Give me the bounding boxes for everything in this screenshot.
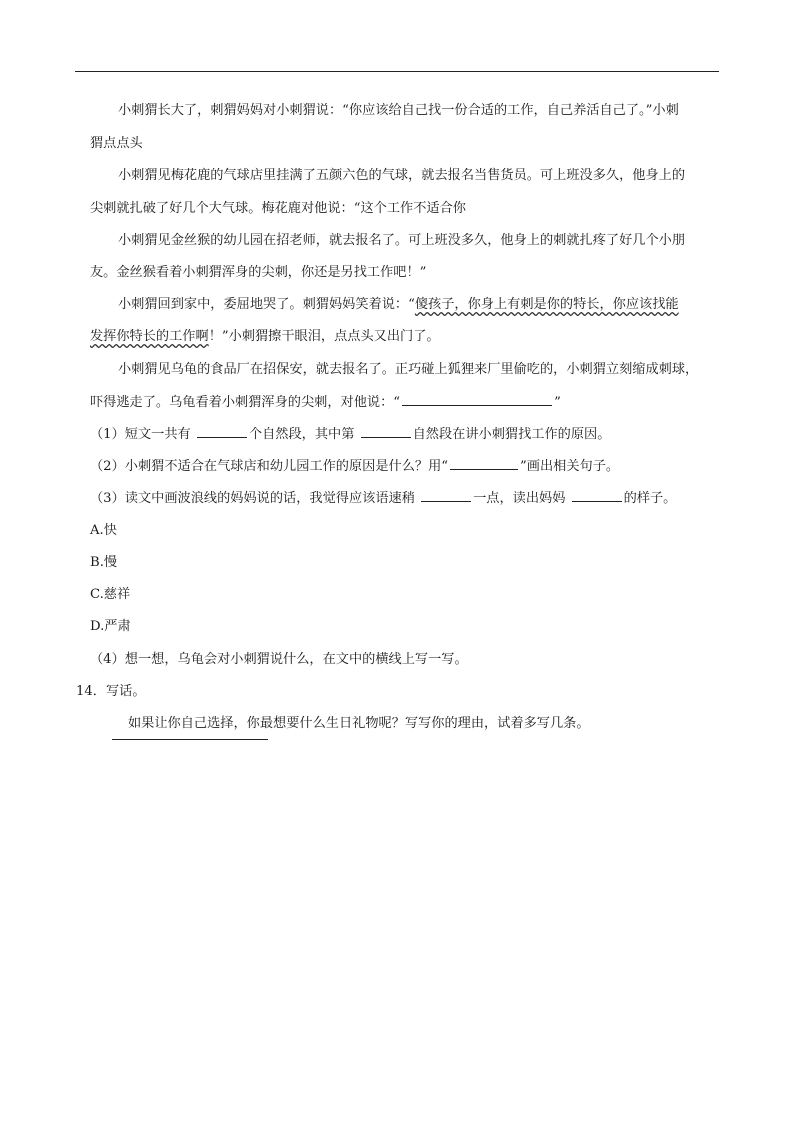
passage-p2-line1: 小刺猬见梅花鹿的气球店里挂满了五颜六色的气球，就去报名当售货员。可上班没多久，他身上的 bbox=[118, 168, 686, 183]
question-3 bbox=[90, 489, 730, 508]
q3-text-c: 的样子。 bbox=[623, 491, 677, 506]
question-4: （4）想一想，乌龟会对小刺猬说什么，在文中的横线上写一写。 bbox=[90, 652, 468, 667]
header-rule bbox=[75, 71, 719, 72]
q14-answer-line[interactable] bbox=[112, 739, 268, 740]
option-c[interactable]: C.慈祥 bbox=[90, 587, 131, 602]
q3-blank-manner[interactable] bbox=[572, 489, 622, 502]
p5-text-post: ” bbox=[554, 395, 561, 410]
passage-p4-line2 bbox=[90, 328, 730, 346]
tortoise-answer-blank[interactable] bbox=[402, 393, 552, 406]
q2-text-b: ”画出相关句子。 bbox=[520, 459, 620, 474]
q14-title: 14．写话。 bbox=[76, 684, 146, 699]
question-2 bbox=[90, 457, 730, 476]
q14-prompt: 如果让你自己选择，你最想要什么生日礼物呢？写写你的理由，试着多写几条。 bbox=[128, 716, 590, 731]
q3-text-b: 一点，读出妈妈 bbox=[473, 491, 570, 506]
option-a[interactable]: A.快 bbox=[90, 523, 117, 538]
passage-p2-line2: 尖刺就扎破了好几个大气球。梅花鹿对他说：“这个工作不适合你 bbox=[90, 201, 466, 216]
passage-p4-line1 bbox=[118, 296, 758, 314]
p4-text-post: ！”小刺猬擦干眼泪，点点头又出门了。 bbox=[208, 329, 440, 344]
q2-underline-sample bbox=[450, 457, 518, 470]
p4-text-pre: 小刺猬回到家中，委屈地哭了。刺猬妈妈笑着说：“ bbox=[118, 297, 415, 312]
q2-text-a: （2）小刺猬不适合在气球店和幼儿园工作的原因是什么？用“ bbox=[90, 459, 449, 474]
question-1 bbox=[90, 425, 730, 444]
mother-quote-wavy-1: 傻孩子，你身上有刺是你的特长，你应该找能 bbox=[414, 297, 679, 312]
q1-text-a: （1）短文一共有 bbox=[90, 427, 195, 442]
option-d[interactable]: D.严肃 bbox=[90, 619, 131, 634]
passage-p3-line1: 小刺猬见金丝猴的幼儿园在招老师，就去报名了。可上班没多久，他身上的刺就扎疼了好几个小朋 bbox=[118, 233, 686, 248]
passage-p3-line2: 友。金丝猴看着小刺猬浑身的尖刺，你还是另找工作吧！” bbox=[90, 265, 427, 280]
q1-blank-count[interactable] bbox=[197, 425, 247, 438]
passage-p5-line1: 小刺猬见乌龟的食品厂在招保安，就去报名了。正巧碰上狐狸来厂里偷吃的，小刺猬立刻缩成刺球， bbox=[118, 362, 699, 377]
q1-text-c: 自然段在讲小刺猬找工作的原因。 bbox=[412, 427, 611, 442]
p5-text-pre: 吓得逃走了。乌龟看着小刺猬浑身的尖刺，对他说：“ bbox=[90, 395, 401, 410]
option-b[interactable]: B.慢 bbox=[90, 555, 118, 570]
mother-quote-wavy-2: 发挥你特长的工作啊 bbox=[90, 329, 209, 344]
passage-p1-line1: 小刺猬长大了，刺猬妈妈对小刺猬说：“你应该给自己找一份合适的工作，自己养活自己了。”小刺 bbox=[118, 103, 679, 118]
q1-blank-paragraph[interactable] bbox=[361, 425, 411, 438]
q3-blank-speed[interactable] bbox=[421, 489, 471, 502]
q1-text-b: 个自然段，其中第 bbox=[248, 427, 359, 442]
passage-p5-line2 bbox=[90, 393, 730, 412]
passage-p1-line2: 猬点点头 bbox=[90, 136, 143, 151]
q3-text-a: （3）读文中画波浪线的妈妈说的话，我觉得应该语速稍 bbox=[90, 491, 420, 506]
